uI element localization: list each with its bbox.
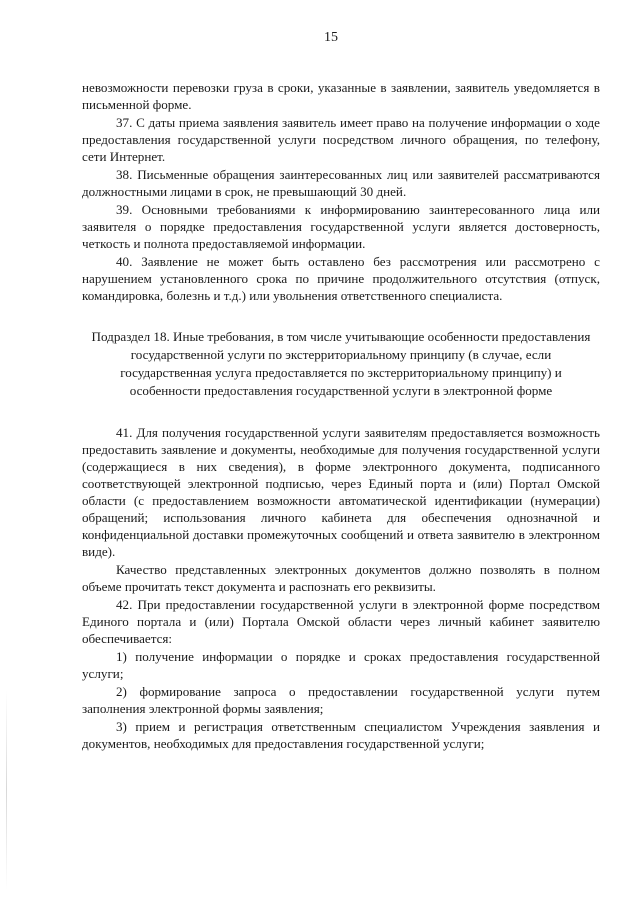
paragraph: 42. При предоставлении государственной услуги в электронной форме посредством Единого портала и (или) Портала Омской области через личный кабинет заявителю обеспечивается: [82, 597, 600, 646]
paragraph: 37. С даты приема заявления заявитель имеет право на получение информации о ходе предоставления государственной услуги посредством личного обращения, по телефону, сети Интернет. [82, 115, 600, 164]
paragraph: 40. Заявление не может быть оставлено без рассмотрения или рассмотрено с нарушением установленного срока по причине продолжительного отсутствия (отпуск, командировка, болезнь и т.д.) или увольнения ответственного специалиста. [82, 254, 600, 303]
paragraphs-before [82, 79, 600, 304]
paragraph: 39. Основными требованиями к информированию заинтересованного лица или заявителя о порядке предоставления государственной услуги является достоверность, четкость и полнота предоставляемой информации. [82, 202, 600, 251]
list-item: 3) прием и регистрация ответственным специалистом Учреждения заявления и документов, необходимых для предоставления государственной услуги; [82, 719, 600, 751]
subsection-heading: Подраздел 18. Иные требования, в том числе учитывающие особенности предоставления государственной услуги по экстерриториальному принципу (в случае, если государственная услуга предоставляется по экстерриториальному принципу) и особенности предоставления государственной услуги в электронной форме [91, 329, 591, 398]
page-number: 15 [324, 30, 338, 45]
list-item: 2) формирование запроса о предоставлении государственной услуги путем заполнения электронной формы заявления; [82, 684, 600, 716]
paragraph: 38. Письменные обращения заинтересованных лиц или заявителей рассматриваются должностными лицами в срок, не превышающий 30 дней. [82, 167, 600, 199]
paragraph: 41. Для получения государственной услуги заявителям предоставляется возможность предоставить заявление и документы, необходимые для получения государственной услуги (содержащиеся в них сведения), в форме электронного документа, подписанного соответствующей электронной подписью, через Единый порта и (или) Портал Омской области (с предоставлением возможности автоматической идентификации (нумерации) обращений; использования личного кабинета для обеспечения однозначной и конфиденциальной доставки промежуточных сообщений и ответа заявителю в электронном виде). [82, 425, 600, 559]
list-item: 1) получение информации о порядке и сроках предоставления государственной услуги; [82, 649, 600, 681]
paragraph: невозможности перевозки груза в сроки, указанные в заявлении, заявитель уведомляется в письменной форме. [82, 80, 600, 112]
paragraphs-after [82, 424, 600, 752]
paragraph: Качество представленных электронных документов должно позволять в полном объеме прочитать текст документа и распознать его реквизиты. [82, 562, 600, 594]
scan-edge-mark [6, 690, 7, 890]
